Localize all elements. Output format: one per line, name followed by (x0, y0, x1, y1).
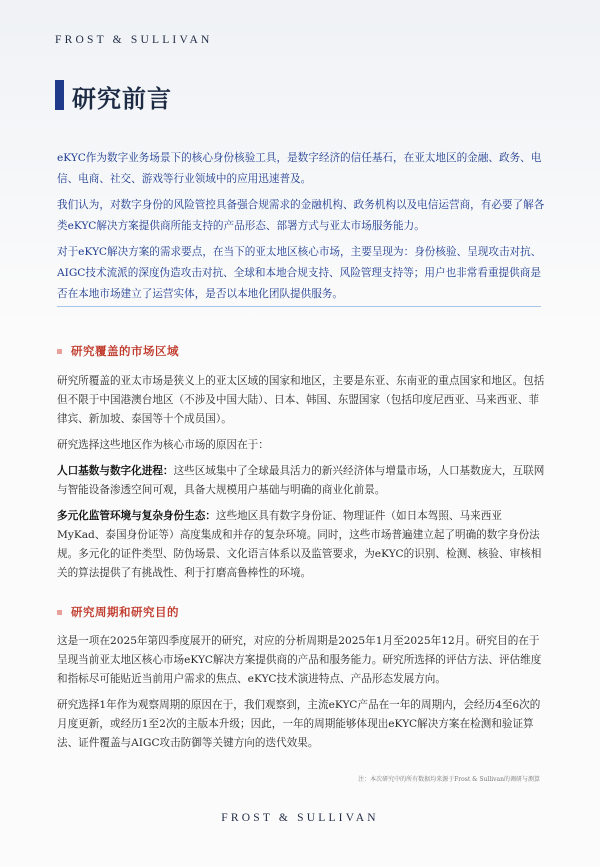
brand-logo-top: FROST & SULLIVAN (55, 34, 213, 46)
section-title: 研究覆盖的市场区域 (71, 344, 179, 358)
paragraph: 这是一项在2025年第四季度展开的研究，对应的分析周期是2025年1月至2025年12月。研究目的在于呈现当前亚太地区核心市场eKYC解决方案提供商的产品和服务能力。研究所选择的评估方法、评估维度和指标尽可能贴近当前用户需求的焦点、eKYC技术演进特点、产品形态发展方向。 (57, 635, 542, 685)
section-body-markets (57, 372, 547, 590)
paragraph: 研究选择这些地区作为核心市场的原因在于： (57, 439, 269, 451)
bullet-square-icon (57, 349, 62, 354)
paragraph-text: 这些区域集中了全球最具活力的新兴经济体与增量市场，人口基数庞大，互联网与智能设备渗透空间可观，具备大规模用户基础与明确的商业化前景。 (57, 465, 545, 496)
section-heading-markets (57, 343, 179, 359)
bullet-square-icon (57, 610, 62, 615)
paragraph: 研究选择1年作为观察周期的原因在于，我们观察到，主流eKYC产品在一年的周期内，会经历4至6次的月度更新，或经历1至2次的主版本升级；因此，一年的周期能够体现出eKYC解决方案在检测和验证算法、证件覆盖与AIGC攻击防御等关键方向的迭代效果。 (57, 699, 541, 749)
section-title: 研究周期和研究目的 (71, 605, 179, 619)
paragraph-text: 这些地区具有数字身份证、物理证件（如日本驾照、马来西亚MyKad、泰国身份证等）高度集成和并存的复杂环境。同时，这些市场普遍建立起了明确的数字身份法规。多元化的证件类型、防伪场景、文化语言体系以及监管要求，为eKYC的识别、检测、核验、审核相关的算法提供了有挑战性、利于打磨高鲁棒性的环境。 (57, 510, 542, 579)
brand-logo-bottom: FROST & SULLIVAN (221, 812, 379, 824)
page-title: 研究前言 (72, 84, 172, 113)
paragraph: 研究所覆盖的亚太市场是狭义上的亚太区域的国家和地区，主要是东亚、东南亚的重点国家和地区。包括但不限于中国港澳台地区（不涉及中国大陆）、日本、韩国、东盟国家（包括印度尼西亚、马来西亚、菲律宾、新加坡、泰国等十个成员国）。 (57, 375, 545, 425)
paragraph-lead: 多元化监管环境与复杂身份生态： (57, 510, 216, 522)
section-heading-period (57, 604, 179, 620)
intro-text (57, 148, 547, 310)
intro-paragraph: 对于eKYC解决方案的需求要点，在当下的亚太地区核心市场，主要呈现为：身份核验、呈现攻击对抗、AIGC技术流派的深度伪造攻击对抗、全球和本地合规支持、风险管理支持等；用户也非常看重提供商是否在本地市场建立了运营实体，是否以本地化团队提供服务。 (57, 246, 542, 300)
intro-paragraph: 我们认为，对数字身份的风险管控具备强合规需求的金融机构、政务机构以及电信运营商，有必要了解各类eKYC解决方案提供商所能支持的产品形态、部署方式与亚太市场服务能力。 (57, 199, 545, 232)
paragraph-lead: 人口基数与数字化进程： (57, 465, 174, 477)
source-note: 注：本次研究中的所有数据均来源于Frost & Sullivan的调研与测算 (358, 776, 540, 783)
paragraph (57, 462, 547, 500)
title-accent-bar (55, 80, 64, 110)
intro-paragraph: eKYC作为数字业务场景下的核心身份核验工具，是数字经济的信任基石，在亚太地区的金融、政务、电信、电商、社交、游戏等行业领域中的应用迅速普及。 (57, 152, 542, 185)
paragraph (57, 507, 547, 583)
section-body-period (57, 632, 547, 760)
section-divider (57, 306, 541, 307)
